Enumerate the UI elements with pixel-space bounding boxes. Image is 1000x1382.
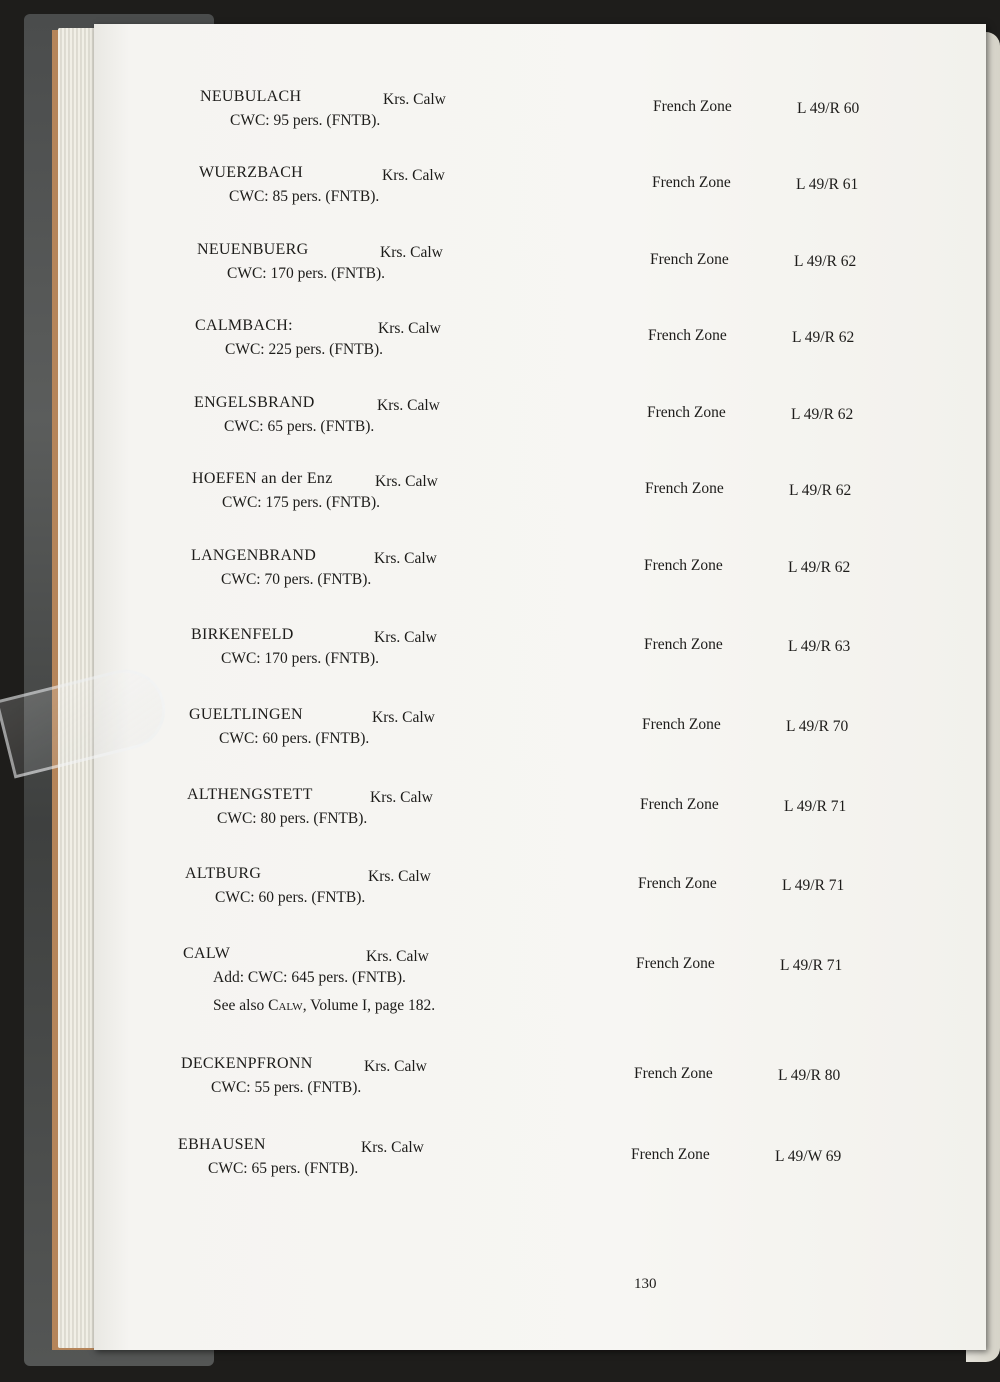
zone: French Zone xyxy=(647,404,726,421)
zone: French Zone xyxy=(645,480,724,497)
zone: French Zone xyxy=(640,796,719,813)
zone: French Zone xyxy=(653,98,732,115)
district: Krs. Calw xyxy=(368,868,431,885)
see-also-prefix: See also xyxy=(213,997,269,1014)
district: Krs. Calw xyxy=(372,709,435,726)
detail: CWC: 60 pers. (FNTB). xyxy=(219,730,370,747)
place-name: NEUBULACH xyxy=(200,88,302,105)
district: Krs. Calw xyxy=(374,629,437,646)
zone: French Zone xyxy=(652,174,731,191)
place-name: ENGELSBRAND xyxy=(194,394,315,411)
list-item xyxy=(200,88,900,148)
map-reference: L 49/R 62 xyxy=(791,406,854,423)
list-item xyxy=(183,945,883,1035)
district: Krs. Calw xyxy=(382,167,445,184)
district: Krs. Calw xyxy=(361,1139,424,1156)
book-page xyxy=(94,24,986,1350)
place-name: NEUENBUERG xyxy=(197,241,309,258)
place-name: CALW xyxy=(183,945,231,962)
zone: French Zone xyxy=(634,1065,713,1082)
zone: French Zone xyxy=(638,875,717,892)
list-item xyxy=(187,786,887,846)
place-name: WUERZBACH xyxy=(199,164,304,181)
list-item xyxy=(181,1055,881,1115)
map-reference: L 49/R 80 xyxy=(778,1067,841,1084)
zone: French Zone xyxy=(648,327,727,344)
map-reference: L 49/R 70 xyxy=(786,718,849,735)
map-reference: L 49/R 62 xyxy=(792,329,855,346)
map-reference: L 49/R 71 xyxy=(780,957,843,974)
page-number: 130 xyxy=(634,1276,657,1292)
place-name: ALTHENGSTETT xyxy=(187,786,313,803)
district: Krs. Calw xyxy=(370,789,433,806)
district: Krs. Calw xyxy=(383,91,446,108)
district: Krs. Calw xyxy=(380,244,443,261)
map-reference: L 49/R 60 xyxy=(797,100,860,117)
detail: CWC: 65 pers. (FNTB). xyxy=(208,1160,359,1177)
detail: CWC: 85 pers. (FNTB). xyxy=(229,188,380,205)
map-reference: L 49/R 71 xyxy=(784,798,847,815)
detail: Add: CWC: 645 pers. (FNTB). xyxy=(213,969,406,986)
district: Krs. Calw xyxy=(377,397,440,414)
district: Krs. Calw xyxy=(374,550,437,567)
place-name: HOEFEN an der Enz xyxy=(192,470,333,487)
map-reference: L 49/R 61 xyxy=(796,176,859,193)
detail: CWC: 170 pers. (FNTB). xyxy=(221,650,380,667)
place-name: ALTBURG xyxy=(185,865,262,882)
map-reference: L 49/R 62 xyxy=(794,253,857,270)
see-also-note xyxy=(213,997,435,1015)
place-name: DECKENPFRONN xyxy=(181,1055,313,1072)
see-also-place: Calw xyxy=(268,997,303,1014)
district: Krs. Calw xyxy=(375,473,438,490)
district: Krs. Calw xyxy=(366,948,429,965)
zone: French Zone xyxy=(644,557,723,574)
list-item xyxy=(191,547,891,607)
district: Krs. Calw xyxy=(364,1058,427,1075)
zone: French Zone xyxy=(631,1146,710,1163)
list-item xyxy=(192,470,892,530)
zone: French Zone xyxy=(650,251,729,268)
map-reference: L 49/R 63 xyxy=(788,638,851,655)
map-reference: L 49/R 71 xyxy=(782,877,845,894)
place-name: LANGENBRAND xyxy=(191,547,317,564)
place-name: CALMBACH: xyxy=(195,317,293,334)
detail: CWC: 170 pers. (FNTB). xyxy=(227,265,386,282)
detail: CWC: 60 pers. (FNTB). xyxy=(215,889,366,906)
list-item xyxy=(194,394,894,454)
list-item xyxy=(191,626,891,686)
list-item xyxy=(189,706,889,766)
detail: CWC: 225 pers. (FNTB). xyxy=(225,341,384,358)
detail: CWC: 175 pers. (FNTB). xyxy=(222,494,381,511)
list-item xyxy=(185,865,885,925)
detail: CWC: 80 pers. (FNTB). xyxy=(217,810,368,827)
detail: CWC: 65 pers. (FNTB). xyxy=(224,418,375,435)
place-name: EBHAUSEN xyxy=(178,1136,266,1153)
detail: CWC: 70 pers. (FNTB). xyxy=(221,571,372,588)
detail: CWC: 95 pers. (FNTB). xyxy=(230,112,381,129)
map-reference: L 49/R 62 xyxy=(788,559,851,576)
detail: CWC: 55 pers. (FNTB). xyxy=(211,1079,362,1096)
place-name: BIRKENFELD xyxy=(191,626,294,643)
list-item xyxy=(178,1136,878,1196)
zone: French Zone xyxy=(642,716,721,733)
list-item xyxy=(199,164,899,224)
map-reference: L 49/R 62 xyxy=(789,482,852,499)
zone: French Zone xyxy=(644,636,723,653)
see-also-suffix: , Volume I, page 182. xyxy=(302,997,436,1014)
place-name: GUELTLINGEN xyxy=(189,706,303,723)
district: Krs. Calw xyxy=(378,320,441,337)
list-item xyxy=(197,241,897,301)
list-item xyxy=(195,317,895,377)
zone: French Zone xyxy=(636,955,715,972)
map-reference: L 49/W 69 xyxy=(775,1148,842,1165)
